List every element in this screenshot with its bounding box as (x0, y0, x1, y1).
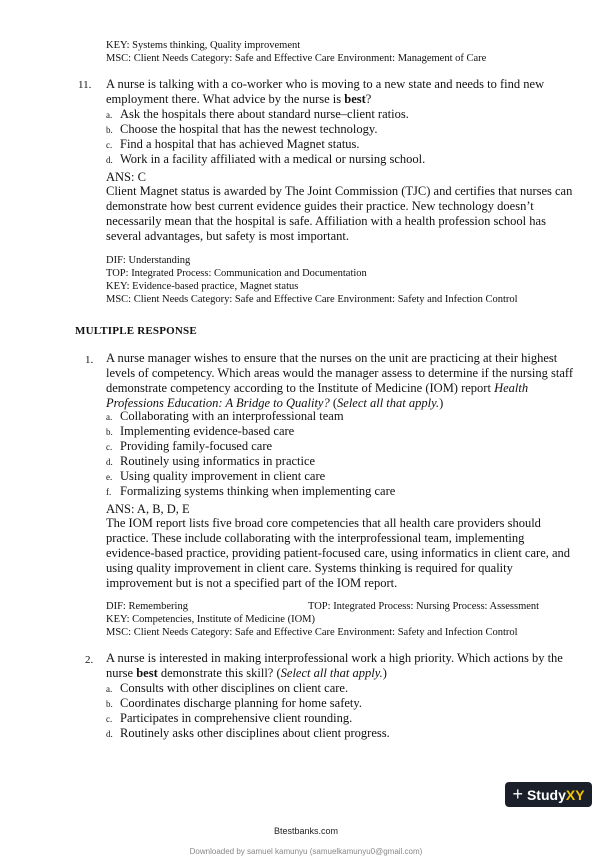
option-c: c. Participates in comprehensive client rounding. (106, 711, 353, 725)
option-f: f. Formalizing systems thinking when implementing care (106, 484, 396, 498)
footer-download-notice: Downloaded by samuel kamunyu (samuelkamunyu0@gmail.com) (189, 847, 423, 856)
difficulty: DIF: Understanding (106, 255, 191, 266)
question-stem: A nurse is talking with a co-worker who is moving to a new state and needs to find new employment there. What advice by the nurse is best? (106, 77, 545, 106)
question-number: 1. (85, 354, 94, 366)
topic: TOP: Integrated Process: Communication and Documentation (106, 268, 367, 279)
msc-line: MSC: Client Needs Category: Safe and Effective Care Environment: Management of Care (106, 53, 487, 64)
msc-line: MSC: Client Needs Category: Safe and Effective Care Environment: Safety and Infection Control (106, 627, 518, 638)
option-c: c. Find a hospital that has achieved Magnet status. (106, 137, 360, 151)
question-stem: A nurse is interested in making interprofessional work a high priority. Which actions by the nurse best demonstrate this skill? (Select all that apply.) (106, 651, 563, 680)
option-d: d. Routinely using informatics in practice (106, 454, 316, 468)
question-number: 2. (85, 654, 94, 666)
answer: ANS: A, B, D, E (106, 502, 190, 516)
option-b: b. Coordinates discharge planning for home safety. (106, 696, 362, 710)
option-a: a. Consults with other disciplines on client care. (106, 681, 349, 695)
option-d: d. Work in a facility affiliated with a medical or nursing school. (106, 152, 426, 166)
question-number: 11. (78, 79, 92, 91)
section-heading: MULTIPLE RESPONSE (75, 325, 197, 337)
keywords-line: KEY: Evidence-based practice, Magnet status (106, 281, 299, 292)
rationale: Client Magnet status is awarded by The Joint Commission (TJC) and certifies that nurses can demonstrate how best current evidence guides their practice. New technology doesn’t necessarily mean that the hospital is safe. Affiliation with a health profession school has several advantages, but safety is most important. (106, 184, 573, 243)
option-d: d. Routinely asks other disciplines about client progress. (106, 726, 390, 740)
option-a: a. Ask the hospitals there about standard nurse–client ratios. (106, 107, 409, 121)
question-stem: A nurse manager wishes to ensure that the nurses on the unit are practicing at their highest levels of competency. Which areas would the manager assess to determine if the nursing staff demonstrate competency according to the Institute of Medicine (IOM) report Health Professions Education: A Bridge to Quality? (Select all that apply.) (106, 351, 573, 410)
option-b: b. Choose the hospital that has the newest technology. (106, 122, 378, 136)
studyxy-logo[interactable]: + StudyXY (505, 782, 592, 807)
topic: TOP: Integrated Process: Nursing Process: Assessment (308, 601, 540, 612)
option-c: c. Providing family-focused care (106, 439, 273, 453)
keywords-line: KEY: Competencies, Institute of Medicine (IOM) (106, 614, 315, 625)
rationale: The IOM report lists five broad core competencies that all health care providers should practice. These include collaborating with the interprofessional team, implementing evidence-based practice, providing patient-focused care, using informatics in client care, and using quality improvement in client care. Systems thinking is required for quality improvement but is not a specified part of the IOM report. (106, 516, 571, 590)
footer-site: Btestbanks.com (273, 826, 339, 836)
option-b: b. Implementing evidence-based care (106, 424, 295, 438)
plus-icon: + (512, 784, 523, 804)
option-e: e. Using quality improvement in client care (106, 469, 326, 483)
answer: ANS: C (106, 170, 146, 184)
option-a: a. Collaborating with an interprofessional team (106, 409, 344, 423)
keywords-line: KEY: Systems thinking, Quality improvement (106, 40, 301, 51)
msc-line: MSC: Client Needs Category: Safe and Effective Care Environment: Safety and Infection Control (106, 294, 518, 305)
difficulty: DIF: Remembering (106, 601, 188, 612)
